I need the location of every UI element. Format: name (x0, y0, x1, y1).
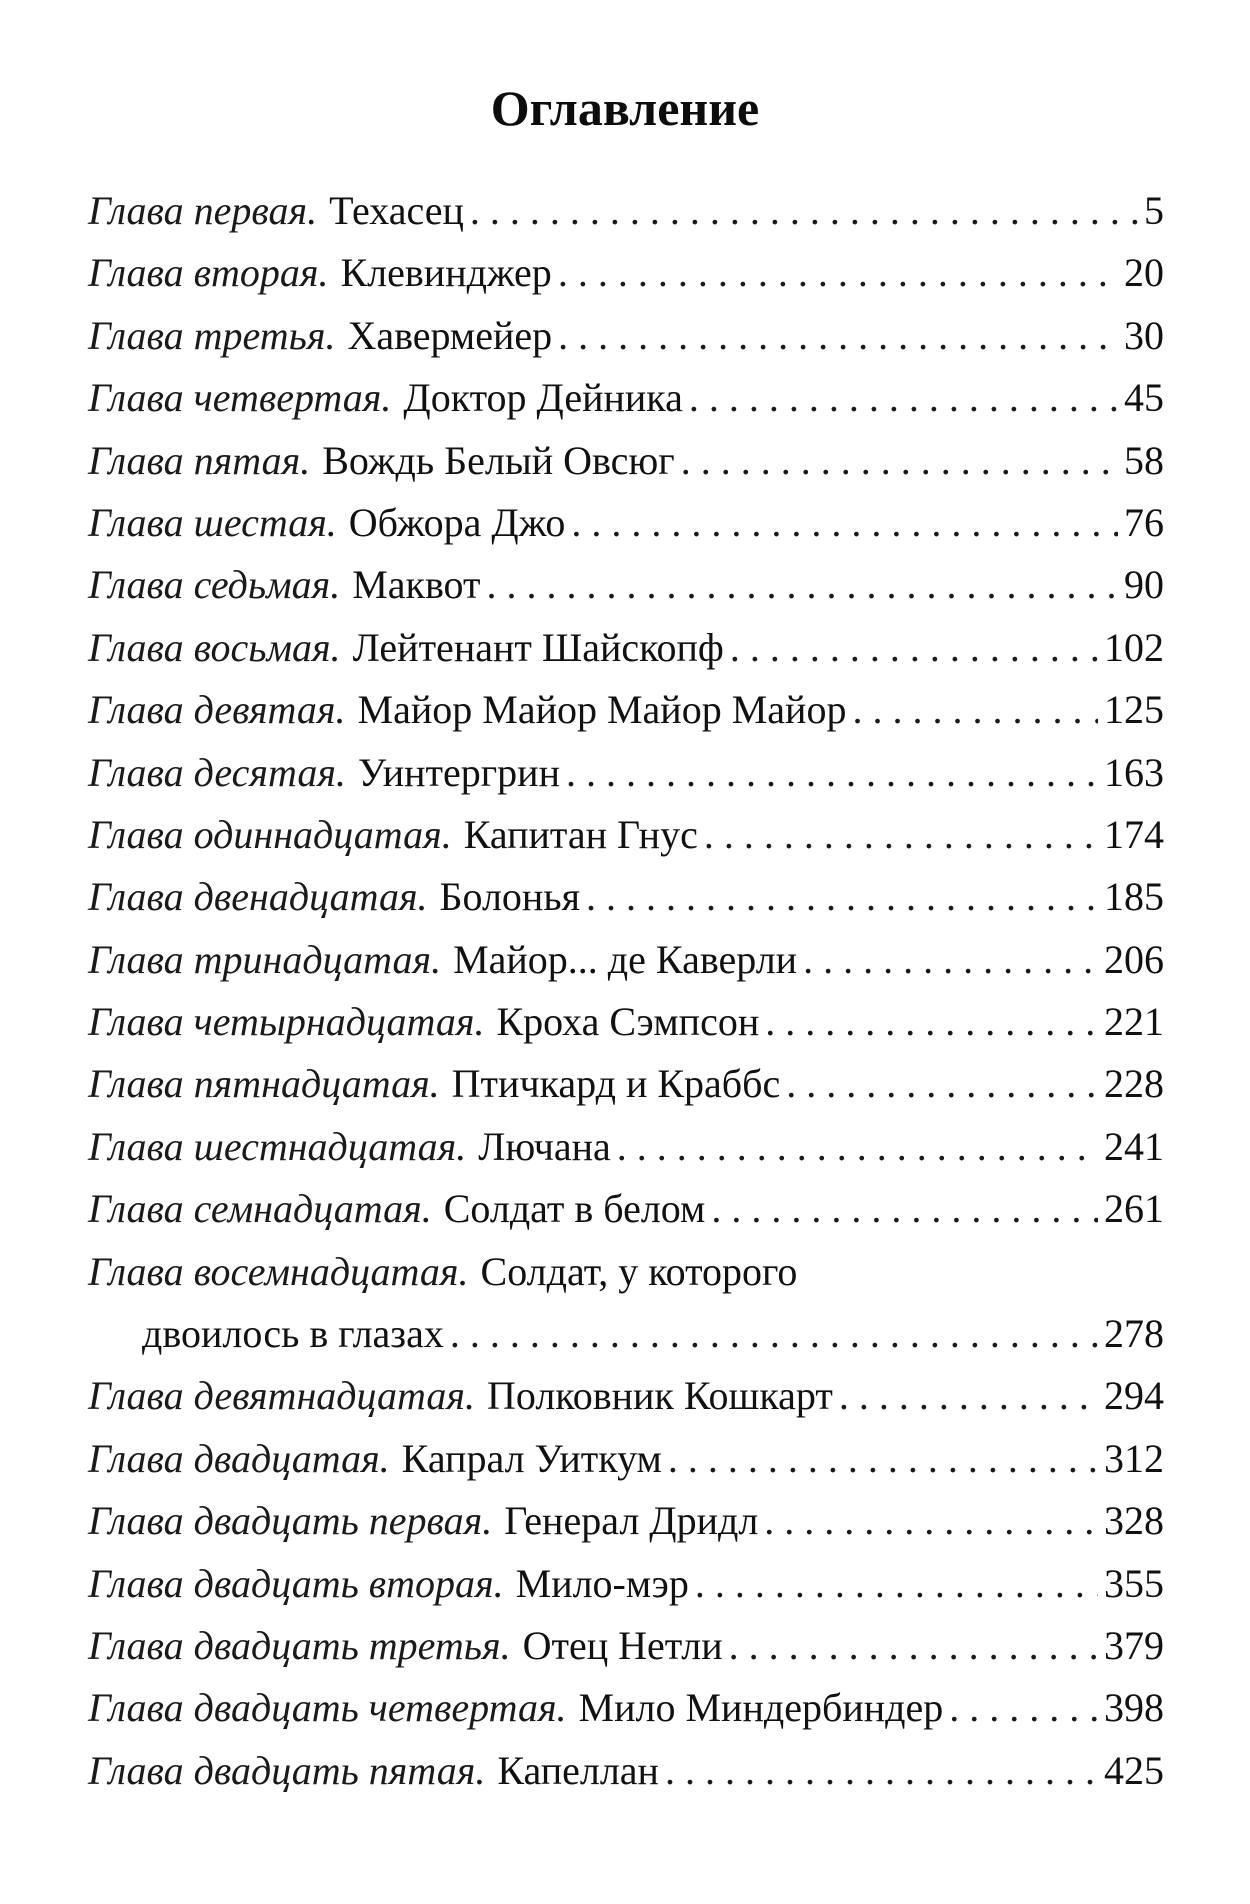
dot-leader (764, 1490, 1098, 1552)
dot-leader (786, 1053, 1098, 1115)
chapter-title: Отец Нетли (522, 1623, 723, 1668)
dot-leader (704, 804, 1098, 866)
toc-entry-16 (88, 1116, 1164, 1178)
dot-leader (695, 1553, 1098, 1615)
toc-entry-7 (88, 554, 1164, 616)
dot-leader (765, 991, 1098, 1053)
chapter-label: Глава одиннадцатая. (88, 811, 452, 857)
toc-entry-10 (88, 742, 1164, 804)
toc-entry-8 (88, 617, 1164, 679)
page-number: 102 (1104, 624, 1164, 670)
chapter-title: Солдат в белом (443, 1186, 706, 1232)
chapter-title: Обжора Джо (348, 499, 566, 545)
toc-entry-19 (88, 1365, 1164, 1427)
page-number: 398 (1104, 1685, 1164, 1731)
chapter-title: Уинтергрин (357, 749, 560, 795)
chapter-label: Глава четвертая. (88, 375, 392, 421)
toc-entry-2 (88, 242, 1164, 304)
toc-entry-6 (88, 492, 1164, 554)
page-number: 206 (1104, 936, 1164, 982)
page-number: 125 (1104, 687, 1164, 733)
chapter-title: Маквот (352, 562, 481, 608)
chapter-title: Лейтенант Шайскопф (352, 624, 724, 670)
chapter-label: Глава двадцать четвертая. (88, 1685, 567, 1731)
toc-entry-24 (88, 1677, 1164, 1739)
page-number: 5 (1144, 188, 1164, 233)
page-number: 425 (1104, 1747, 1164, 1793)
table-of-contents (88, 180, 1164, 1802)
toc-entry-9 (88, 679, 1164, 741)
chapter-label: Глава четырнадцатая. (88, 999, 485, 1045)
chapter-label: Глава девятнадцатая. (88, 1373, 475, 1419)
toc-entry-22 (88, 1553, 1164, 1615)
chapter-title: Болонья (439, 874, 580, 920)
toc-entry-18 (88, 1241, 1164, 1366)
dot-leader (729, 1615, 1098, 1677)
toc-entry-23 (88, 1615, 1164, 1677)
page-number: 58 (1124, 437, 1164, 483)
chapter-label: Глава шестая. (88, 499, 337, 545)
chapter-label: Глава тринадцатая. (88, 936, 442, 982)
page-number: 294 (1104, 1373, 1164, 1419)
toc-entry-15 (88, 1053, 1164, 1115)
dot-leader (711, 1178, 1098, 1240)
dot-leader (571, 492, 1118, 554)
chapter-label: Глава двадцатая. (88, 1435, 390, 1481)
chapter-label: Глава пятнадцатая. (88, 1061, 440, 1107)
toc-entry-4 (88, 367, 1164, 429)
page-number: 90 (1124, 562, 1164, 608)
chapter-label: Глава девятая. (88, 687, 346, 733)
page-number: 163 (1104, 749, 1164, 795)
dot-leader (566, 742, 1098, 804)
page-number: 312 (1104, 1435, 1164, 1481)
page-number: 20 (1124, 250, 1164, 296)
dot-leader (450, 1303, 1098, 1365)
toc-entry-1 (88, 180, 1164, 242)
page-number: 45 (1124, 375, 1164, 421)
chapter-title: Капитан Гнус (463, 811, 698, 857)
dot-leader (558, 242, 1118, 304)
chapter-label: Глава седьмая. (88, 562, 341, 608)
dot-leader (852, 679, 1098, 741)
page-number: 228 (1104, 1061, 1164, 1107)
chapter-label: Глава шестнадцатая. (88, 1123, 467, 1169)
chapter-title: Хавермейер (347, 312, 553, 358)
dot-leader (470, 180, 1138, 242)
chapter-label: Глава двенадцатая. (88, 874, 428, 920)
dot-leader (668, 1428, 1098, 1490)
chapter-title: Солдат, у которого (480, 1248, 798, 1294)
chapter-title: Капрал Уиткум (401, 1435, 662, 1481)
page-number: 30 (1124, 312, 1164, 358)
toc-entry-14 (88, 991, 1164, 1053)
chapter-title: Мило-мэр (515, 1560, 689, 1606)
chapter-label: Глава двадцать вторая. (88, 1560, 504, 1606)
toc-entry-25 (88, 1740, 1164, 1802)
chapter-title: Полковник Кошкарт (486, 1373, 833, 1419)
toc-entry-3 (88, 305, 1164, 367)
dot-leader (665, 1740, 1098, 1802)
toc-entry-20 (88, 1428, 1164, 1490)
page-number: 185 (1104, 874, 1164, 920)
chapter-title: Клевинджер (340, 250, 552, 296)
page-number: 221 (1104, 999, 1164, 1045)
dot-leader (487, 554, 1118, 616)
dot-leader (730, 617, 1098, 679)
chapter-title: Доктор Дейника (403, 375, 683, 421)
chapter-title: Капеллан (497, 1747, 659, 1793)
page-title: Оглавление (490, 80, 760, 136)
dot-leader (586, 866, 1098, 928)
chapter-title: Птичкард и Краббс (451, 1061, 781, 1107)
chapter-label: Глава восемнадцатая. (88, 1248, 469, 1294)
dot-leader (689, 367, 1118, 429)
dot-leader (681, 430, 1118, 492)
chapter-label: Глава двадцать третья. (88, 1623, 511, 1668)
page-number: 328 (1104, 1498, 1164, 1544)
chapter-label: Глава семнадцатая. (88, 1186, 432, 1232)
chapter-label: Глава вторая. (88, 250, 329, 296)
chapter-label: Глава первая. (88, 188, 318, 233)
chapter-label: Глава третья. (88, 312, 336, 358)
dot-leader (803, 929, 1098, 991)
chapter-label: Глава десятая. (88, 749, 346, 795)
chapter-title: Кроха Сэмпсон (496, 999, 760, 1045)
chapter-label: Глава пятая. (88, 437, 311, 483)
toc-entry-12 (88, 866, 1164, 928)
chapter-title: Майор Майор Майор Майор (357, 687, 847, 733)
toc-entry-5 (88, 430, 1164, 492)
dot-leader (558, 305, 1118, 367)
chapter-title: Майор... де Каверли (453, 936, 798, 982)
page-number: 278 (1104, 1311, 1164, 1357)
dot-leader (617, 1116, 1098, 1178)
toc-entry-11 (88, 804, 1164, 866)
chapter-title: Вождь Белый Овсюг (322, 437, 675, 483)
page-number: 174 (1104, 811, 1164, 857)
chapter-title: Генерал Дридл (504, 1498, 759, 1544)
chapter-label: Глава двадцать первая. (88, 1498, 493, 1544)
chapter-label: Глава двадцать пятая. (88, 1747, 486, 1793)
page-number: 261 (1104, 1186, 1164, 1232)
page-number: 379 (1104, 1623, 1164, 1668)
page-number: 355 (1104, 1560, 1164, 1606)
dot-leader (949, 1677, 1098, 1739)
chapter-title-continuation: двоилось в глазах (142, 1311, 444, 1357)
page-number: 241 (1104, 1123, 1164, 1169)
dot-leader (839, 1365, 1098, 1427)
chapter-title: Лючана (478, 1123, 611, 1169)
toc-entry-13 (88, 929, 1164, 991)
toc-entry-17 (88, 1178, 1164, 1240)
toc-entry-21 (88, 1490, 1164, 1552)
chapter-label: Глава восьмая. (88, 624, 341, 670)
chapter-title: Техасец (329, 188, 464, 233)
chapter-title: Мило Миндербиндер (578, 1685, 944, 1731)
page-number: 76 (1124, 499, 1164, 545)
